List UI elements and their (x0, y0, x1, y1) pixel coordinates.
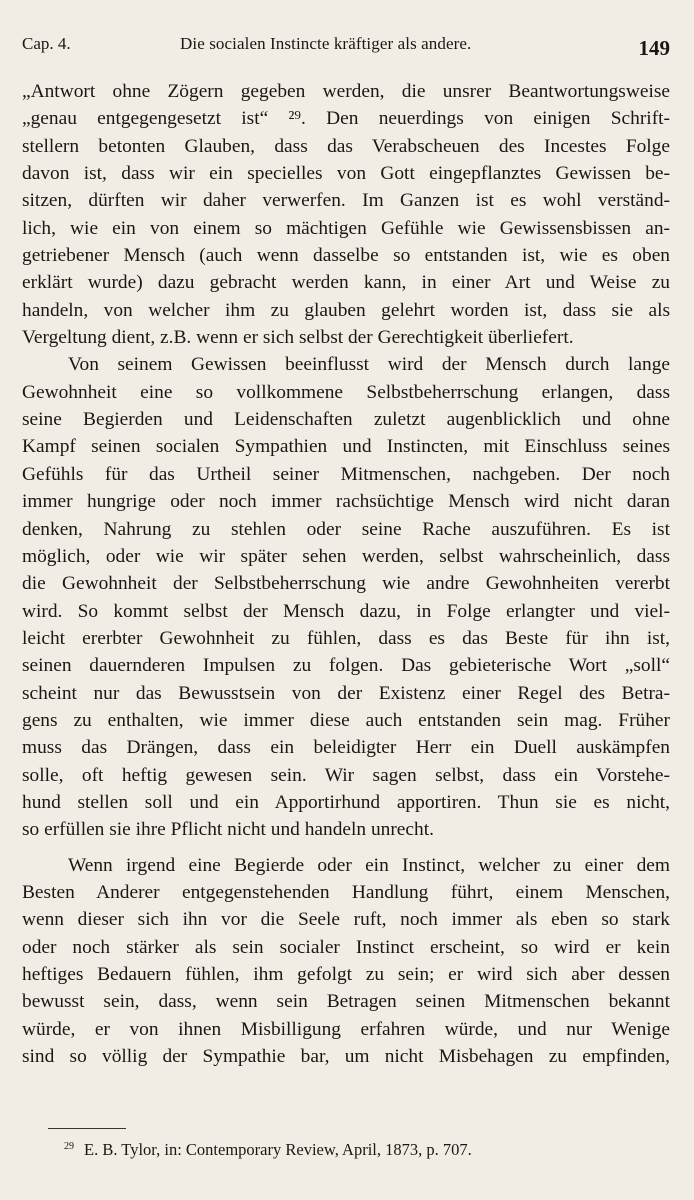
text-line: sind so völlig der Sympathie bar, um nicht Misbehagen zu empfinden, (22, 1046, 670, 1068)
text-line: solle, oft heftig gewesen sein. Wir sagen selbst, dass ein Vorstehe- (22, 764, 670, 786)
text-line: stellern betonten Glauben, dass das Verabscheuen des Incestes Folge (22, 135, 670, 157)
text-line: bewusst sein, dass, wenn sein Betragen seinen Mitmenschen bekannt (22, 991, 670, 1013)
text-line: scheint nur das Bewusstsein von der Existenz einer Regel des Betra- (22, 682, 670, 704)
text-line: getriebener Mensch (auch wenn dasselbe so entstanden ist, wie es oben (22, 245, 670, 267)
footnote (64, 1140, 472, 1160)
text-line: Von seinem Gewissen beeinflusst wird der Mensch durch lange (68, 354, 670, 376)
text-line: so erfüllen sie ihre Pflicht nicht und handeln unrecht. (22, 819, 434, 841)
page-header (22, 30, 672, 60)
footnote-mark: 29 (64, 1140, 74, 1152)
body-text (22, 78, 670, 1070)
text-line: Gefühls für das Urtheil seiner Mitmenschen, nachgeben. Der noch (22, 463, 670, 485)
text-line: denken, Nahrung zu stehlen oder seine Rache auszuführen. Es ist (22, 518, 670, 540)
paragraph-gap (22, 844, 670, 852)
text-line: handeln, von welcher ihm zu glauben gelehrt worden ist, dass sie als (22, 299, 670, 321)
footnote-text: E. B. Tylor, in: Contemporary Review, April, 1873, p. 707. (84, 1140, 472, 1159)
text-line: immer hungrige oder noch immer rachsüchtige Mensch wird nicht daran (22, 491, 670, 513)
text-line: lich, wie ein von einem so mächtigen Gefühle wie Gewissensbissen an- (22, 217, 670, 239)
text-line: gens zu enthalten, wie immer diese auch entstanden sein mag. Früher (22, 709, 670, 731)
text-line: erklärt wurde) dazu gebracht werden kann, in einer Art und Weise zu (22, 272, 670, 294)
text-line: seine Begierden und Leidenschaften zuletzt augenblicklich und ohne (22, 409, 670, 431)
text-line: Wenn irgend eine Begierde oder ein Instinct, welcher zu einer dem (68, 854, 670, 876)
page-number: 149 (638, 36, 670, 60)
text-line: davon ist, dass wir ein specielles von Gott eingepflanztes Gewissen be- (22, 163, 670, 185)
text-line: „genau entgegengesetzt ist“ ²⁹. Den neuerdings von einigen Schrift- (22, 108, 670, 130)
text-line: Besten Anderer entgegenstehenden Handlung führt, einem Menschen, (22, 881, 670, 903)
running-title: Die socialen Instincte kräftiger als andere. (180, 34, 472, 53)
text-line: wird. So kommt selbst der Mensch dazu, in Folge erlangter und viel- (22, 600, 670, 622)
text-line: würde, er von ihnen Misbilligung erfahren würde, und nur Wenige (22, 1018, 670, 1040)
text-line: Gewohnheit eine so vollkommene Selbstbeherrschung erlangen, dass (22, 381, 670, 403)
text-line: die Gewohnheit der Selbstbeherrschung wie andre Gewohnheiten vererbt (22, 573, 670, 595)
text-line: Vergeltung dient, z.B. wenn er sich selbst der Gerechtigkeit überliefert. (22, 327, 574, 349)
text-line: muss das Drängen, dass ein beleidigter Herr ein Duell auskämpfen (22, 737, 670, 759)
footnote-divider (48, 1128, 126, 1129)
text-line: oder noch stärker als sein socialer Instinct erscheint, so wird er kein (22, 936, 670, 958)
chapter-label: Cap. 4. (22, 34, 71, 53)
text-line: seinen dauernderen Impulsen zu folgen. Das gebieterische Wort „soll“ (22, 655, 670, 677)
text-line: leicht ererbter Gewohnheit zu fühlen, dass es das Beste für ihn ist, (22, 627, 670, 649)
text-line: heftiges Bedauern fühlen, ihm gefolgt zu sein; er wird sich aber dessen (22, 964, 670, 985)
text-line: sitzen, dürften wir daher verwerfen. Im Ganzen ist es wohl verständ- (22, 190, 670, 212)
text-line: „Antwort ohne Zögern gegeben werden, die unsrer Beantwortungsweise (22, 81, 670, 102)
text-line: Kampf seinen socialen Sympathien und Instincten, mit Einschluss seines (22, 436, 670, 458)
text-line: hund stellen soll und ein Apportirhund apportiren. Thun sie es nicht, (22, 791, 670, 813)
text-line: wenn dieser sich ihn vor die Seele ruft, noch immer als eben so stark (22, 909, 670, 931)
text-line: möglich, oder wie wir später sehen werden, selbst wahrscheinlich, dass (22, 545, 670, 567)
